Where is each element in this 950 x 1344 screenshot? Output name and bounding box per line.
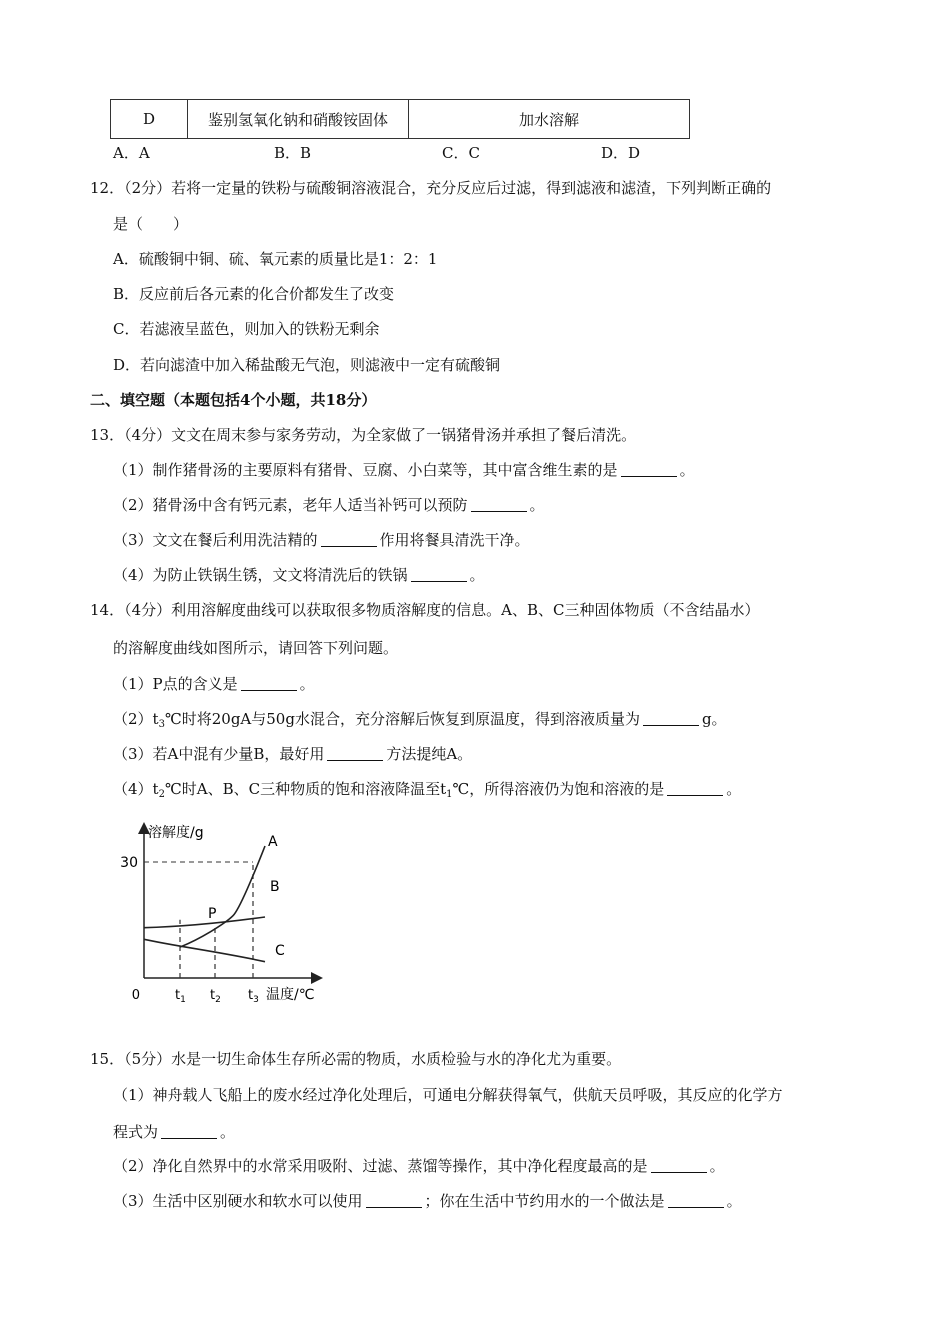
q15-part1-line2 [113, 1122, 235, 1142]
q15-part2-end: 。 [709, 1157, 725, 1175]
series-label-a: A [268, 834, 278, 850]
series-label-b: B [270, 879, 280, 895]
x-tick-label: $t_3$ [248, 988, 259, 1005]
temp-t: t [152, 780, 159, 798]
y-tick-label: 30 [120, 855, 138, 871]
answer-blank[interactable] [651, 1158, 707, 1173]
solubility-chart [110, 815, 350, 1010]
x-tick-label: $t_1$ [175, 988, 186, 1005]
temp-t: t [152, 710, 159, 728]
table-cell-letter: D [111, 100, 188, 139]
q14-part1 [113, 674, 315, 694]
x-axis-label: 温度/℃ [266, 987, 315, 1003]
q14-part1-end: 。 [299, 675, 315, 693]
q14-part1-text: （1）P点的含义是 [113, 675, 238, 693]
q13-part4 [113, 565, 485, 585]
q13-part4-text: （4）为防止铁锅生锈，文文将清洗后的铁锅 [113, 566, 408, 584]
q13-part1 [113, 460, 695, 480]
q14-part2-end: g。 [701, 710, 727, 728]
answer-blank[interactable] [321, 532, 377, 547]
q11-choice-a[interactable]: A．A [113, 144, 150, 162]
table-row [111, 100, 690, 139]
answer-blank[interactable] [668, 1193, 724, 1208]
q12-option-a[interactable]: A．硫酸铜中铜、硫、氧元素的质量比是1：2：1 [113, 250, 438, 268]
q14-part4-text: ℃时A、B、C三种物质的饱和溶液降温至 [164, 780, 441, 798]
q15-part3-end: 。 [726, 1192, 742, 1210]
table-cell-item: 鉴别氢氧化钠和硝酸铵固体 [188, 100, 409, 139]
intersection-label: P [208, 905, 217, 922]
q13-part4-end: 。 [469, 566, 485, 584]
series-line-b [144, 917, 265, 928]
q15-part2-text: （2）净化自然界中的水常采用吸附、过滤、蒸馏等操作，其中净化程度最高的是 [113, 1157, 648, 1175]
q13-part2 [113, 495, 545, 515]
q15-part1-end: 。 [220, 1123, 236, 1141]
q15-part3-text: （3）生活中区别硬水和软水可以使用 [113, 1192, 363, 1210]
series-line-c [144, 939, 265, 961]
answer-blank[interactable] [241, 676, 297, 691]
temp-sub: 1 [446, 789, 453, 800]
q13-part3-text: （3）文文在餐后利用洗洁精的 [113, 531, 318, 549]
answer-blank[interactable] [366, 1193, 422, 1208]
q12-stem-line1: 12．（2分）若将一定量的铁粉与硫酸铜溶液混合，充分反应后过滤，得到滤液和滤渣，下列判断正确的 [90, 179, 772, 197]
answer-blank[interactable] [643, 711, 699, 726]
q15-part1-line1: （1）神舟载人飞船上的废水经过净化处理后，可通电分解获得氧气，供航天员呼吸，其反应的化学方 [113, 1086, 783, 1104]
q12-option-b[interactable]: B．反应前后各元素的化合价都发生了改变 [113, 285, 395, 303]
q15-stem: 15．（5分）水是一切生命体生存所必需的物质，水质检验与水的净化尤为重要。 [90, 1050, 622, 1068]
q12-option-c[interactable]: C．若滤液呈蓝色，则加入的铁粉无剩余 [113, 320, 380, 338]
q13-part2-end: 。 [529, 496, 545, 514]
answer-blank[interactable] [621, 462, 677, 477]
q14-part3-text: （3）若A中混有少量B，最好用 [113, 745, 325, 763]
q15-part3-mid: ；你在生活中节约用水的一个做法是 [424, 1192, 665, 1210]
q14-stem-line2: 的溶解度曲线如图所示，请回答下列问题。 [113, 639, 399, 657]
q14-part4-prefix: （4） [113, 780, 153, 798]
q14-stem-line1: 14．（4分）利用溶解度曲线可以获取很多物质溶解度的信息。A、B、C三种固体物质（不含结晶水） [90, 601, 760, 619]
q14-part3 [113, 744, 472, 764]
answer-blank[interactable] [471, 497, 527, 512]
temp-t: t [440, 780, 447, 798]
q13-part1-end: 。 [679, 461, 695, 479]
temp-sub: 2 [158, 789, 165, 800]
q14-part2 [113, 709, 727, 735]
q13-part2-text: （2）猪骨汤中含有钙元素，老年人适当补钙可以预防 [113, 496, 468, 514]
q15-part2 [113, 1156, 725, 1176]
q13-part3 [113, 530, 530, 550]
q14-part3-end: 方法提纯A。 [386, 745, 473, 763]
q14-part4-text2: ℃，所得溶液仍为饱和溶液的是 [452, 780, 665, 798]
q14-part4-end: 。 [726, 780, 742, 798]
q15-part3 [113, 1191, 742, 1211]
series-label-c: C [275, 943, 285, 959]
y-axis-label: 溶解度/g [148, 825, 204, 841]
q14-part2-prefix: （2） [113, 710, 153, 728]
section-title: 二、填空题（本题包括4个小题，共18分） [90, 391, 377, 409]
q11-choice-b[interactable]: B．B [274, 144, 312, 162]
answer-blank[interactable] [667, 781, 723, 796]
q15-part1-text: 程式为 [113, 1123, 159, 1141]
q11-choice-d[interactable]: D．D [601, 144, 641, 162]
origin-label: 0 [131, 988, 140, 1003]
answer-blank[interactable] [411, 567, 467, 582]
series-line-a [180, 846, 265, 947]
table-cell-method: 加水溶解 [409, 100, 690, 139]
q12-stem-line2: 是（ ） [113, 215, 189, 233]
q13-part3-end: 作用将餐具清洗干净。 [379, 531, 530, 549]
q14-part4 [113, 779, 741, 805]
q14-part2-text: ℃时将20gA与50g水混合，充分溶解后恢复到原温度，得到溶液质量为 [164, 710, 640, 728]
temp-sub: 3 [158, 719, 165, 730]
x-tick-label: $t_2$ [210, 988, 221, 1005]
q11-choice-c[interactable]: C．C [442, 144, 480, 162]
answer-blank[interactable] [327, 746, 383, 761]
q12-option-d[interactable]: D．若向滤渣中加入稀盐酸无气泡，则滤液中一定有硫酸铜 [113, 356, 501, 374]
q13-stem: 13．（4分）文文在周末参与家务劳动，为全家做了一锅猪骨汤并承担了餐后清洗。 [90, 426, 637, 444]
options-table [110, 99, 690, 139]
q13-part1-text: （1）制作猪骨汤的主要原料有猪骨、豆腐、小白菜等，其中富含维生素的是 [113, 461, 618, 479]
answer-blank[interactable] [161, 1124, 217, 1139]
